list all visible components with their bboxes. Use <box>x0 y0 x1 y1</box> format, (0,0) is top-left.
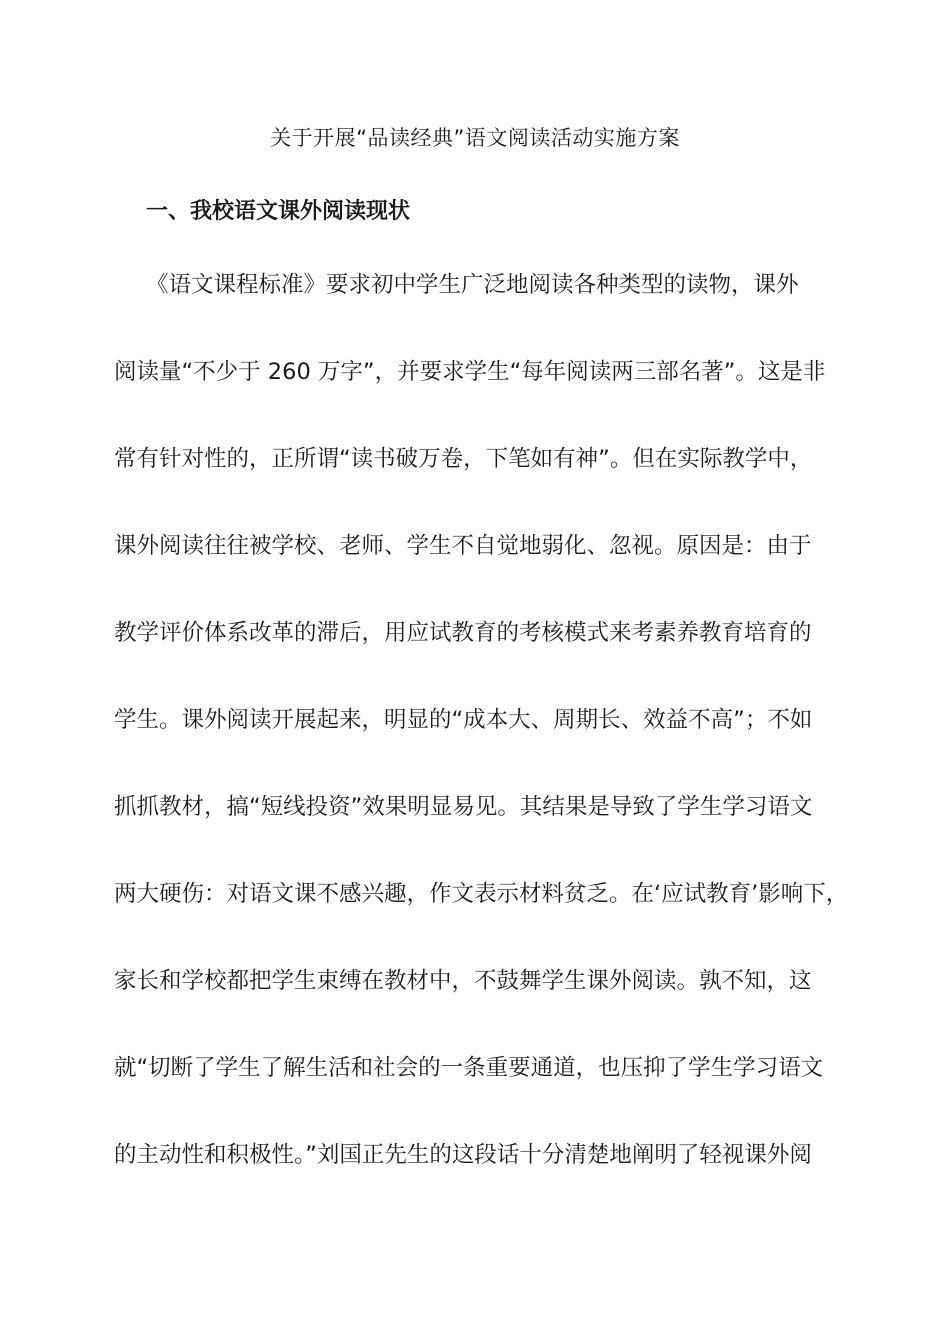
paragraph-line: 学生。课外阅读开展起来，明显的“成本大、周期长、效益不高”；不如 <box>114 707 813 733</box>
paragraph-line: 常有针对性的，正所谓“读书破万卷，下笔如有神”。但在实际教学中， <box>114 446 813 472</box>
paragraph-line: 课外阅读往往被学校、老师、学生不自觉地弱化、忽视。原因是：由于 <box>114 533 812 559</box>
paragraph-line: 阅读量“不少于 260 万字”，并要求学生“每年阅读两三部名著”。这是非 <box>114 359 826 385</box>
paragraph-line: 两大硬伤：对语文课不感兴趣，作文表示材料贫乏。在‘应试教育’影响下， <box>114 881 849 907</box>
section-heading: 一、我校语文课外阅读现状 <box>146 199 411 224</box>
paragraph-line: 就“切断了学生了解生活和社会的一条重要通道，也压抑了学生学习语文 <box>114 1055 824 1081</box>
paragraph-line: 的主动性和积极性。”刘国正先生的这段话十分清楚地阐明了轻视课外阅 <box>114 1142 812 1168</box>
paragraph-line: 家长和学校都把学生束缚在教材中，不鼓舞学生课外阅读。孰不知，这 <box>114 968 812 994</box>
paragraph-line: 抓抓教材，搞“短线投资”效果明显易见。其结果是导致了学生学习语文 <box>114 794 813 820</box>
paragraph-line: 《语文课程标准》要求初中学生广泛地阅读各种类型的读物，课外 <box>146 272 799 298</box>
paragraph-line: 教学评价体系改革的滞后，用应试教育的考核模式来考素养教育培育的 <box>114 620 812 646</box>
document-title: 关于开展“品读经典”语文阅读活动实施方案 <box>270 126 680 150</box>
